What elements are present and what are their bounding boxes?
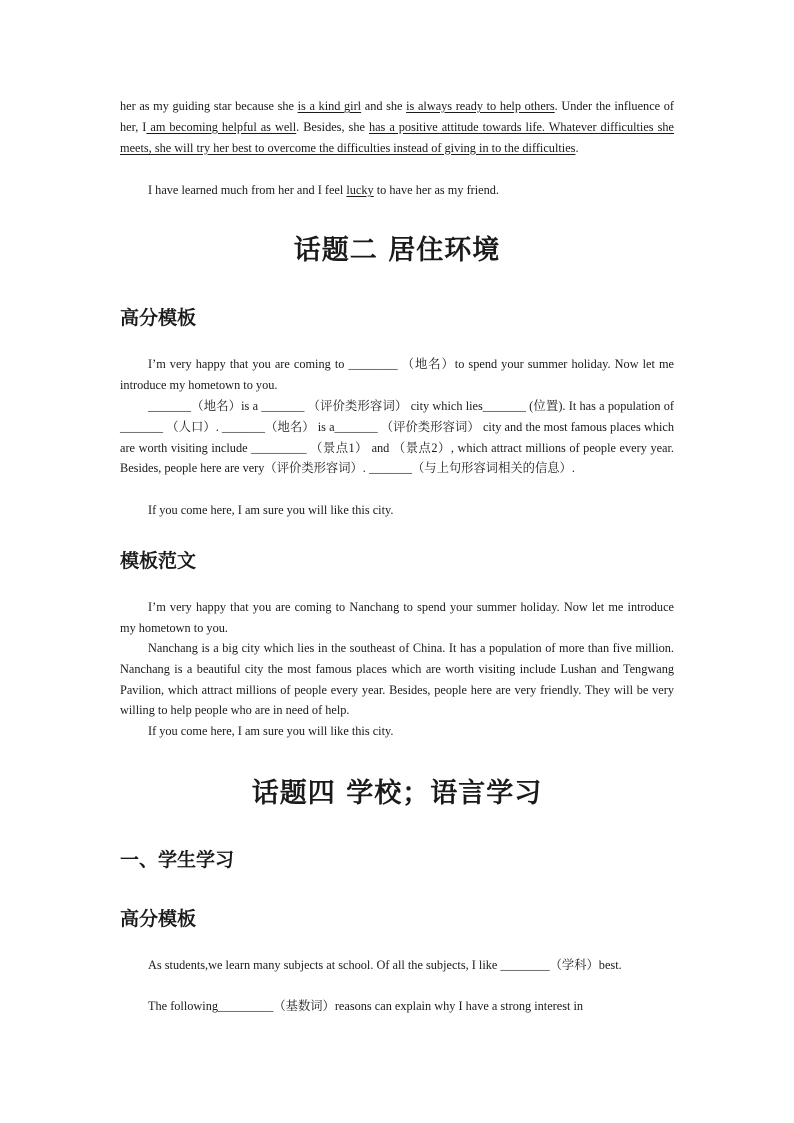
- underlined-phrase: am becoming helpful as well: [146, 119, 297, 134]
- topic2-title: 话题二 居住环境: [293, 235, 501, 266]
- text-run: . Under the influence of her, I: [120, 99, 674, 134]
- intro-paragraph: [120, 96, 674, 158]
- topic4-subheading: 一、学生学习: [120, 849, 235, 871]
- template-paragraph-3: If you come here, I am sure you will like this city.: [148, 503, 394, 517]
- text-run: I have learned much from her and I feel: [148, 183, 347, 197]
- intro-closing-paragraph: [120, 180, 674, 201]
- text-run: . Besides, she: [296, 119, 369, 134]
- sample-paragraph-3: If you come here, I am sure you will like this city.: [148, 724, 394, 738]
- underlined-word: lucky: [346, 183, 374, 197]
- underlined-phrase: is always ready to help others: [406, 99, 555, 113]
- underlined-phrase: has a positive attitude towards life. Whatever difficulties she meets, she will try her best to overcome the difficulties instead of giving in to the difficulties: [120, 119, 674, 155]
- topic4-title: 话题四 学校；语言学习: [251, 778, 543, 809]
- sample-paragraph-1: I’m very happy that you are coming to Nanchang to spend your summer holiday. Now let me introduce my hometown to you.: [120, 600, 674, 635]
- text-run: her as my guiding star because she: [120, 99, 298, 113]
- topic4-template-heading: 高分模板: [120, 908, 197, 930]
- template-paragraph-1: I’m very happy that you are coming to ________ （地名）to spend your summer holiday. Now let me introduce my hometown to you.: [120, 357, 674, 392]
- underlined-phrase: is a kind girl: [297, 99, 362, 113]
- text-run: to have her as my friend.: [373, 183, 500, 197]
- topic4-paragraph-1: As students,we learn many subjects at school. Of all the subjects, I like ________（学科）best.: [148, 958, 622, 972]
- text-run: .: [575, 140, 579, 155]
- topic4-paragraph-2: The following_________（基数词）reasons can explain why I have a strong interest in: [148, 999, 584, 1013]
- topic2-sample-heading: 模板范文: [120, 550, 197, 572]
- topic2-template-heading: 高分模板: [120, 307, 197, 329]
- template-paragraph-2: _______（地名）is a _______ （评价类形容词） city which lies_______ (位置). It has a population of _______ （人口）. _______（地名） is a_______ （评价类形容词） city and the most famous places which are worth visiting include _________ （景点1） and （景点2）, which attract millions of people every year. Besides, people here are very（评价类形容词）. _______（与上句形容词相关的信息）.: [120, 399, 674, 476]
- text-run: and she: [361, 99, 407, 113]
- sample-paragraph-2: Nanchang is a big city which lies in the southeast of China. It has a population of more than five million. Nanchang is a beautiful city the most famous places which are worth visiting include Lushan and Tengwang Pavilion, which attract millions of people every year. Besides, people here are very friendly. They will be very willing to help people who are in need of help.: [120, 641, 674, 718]
